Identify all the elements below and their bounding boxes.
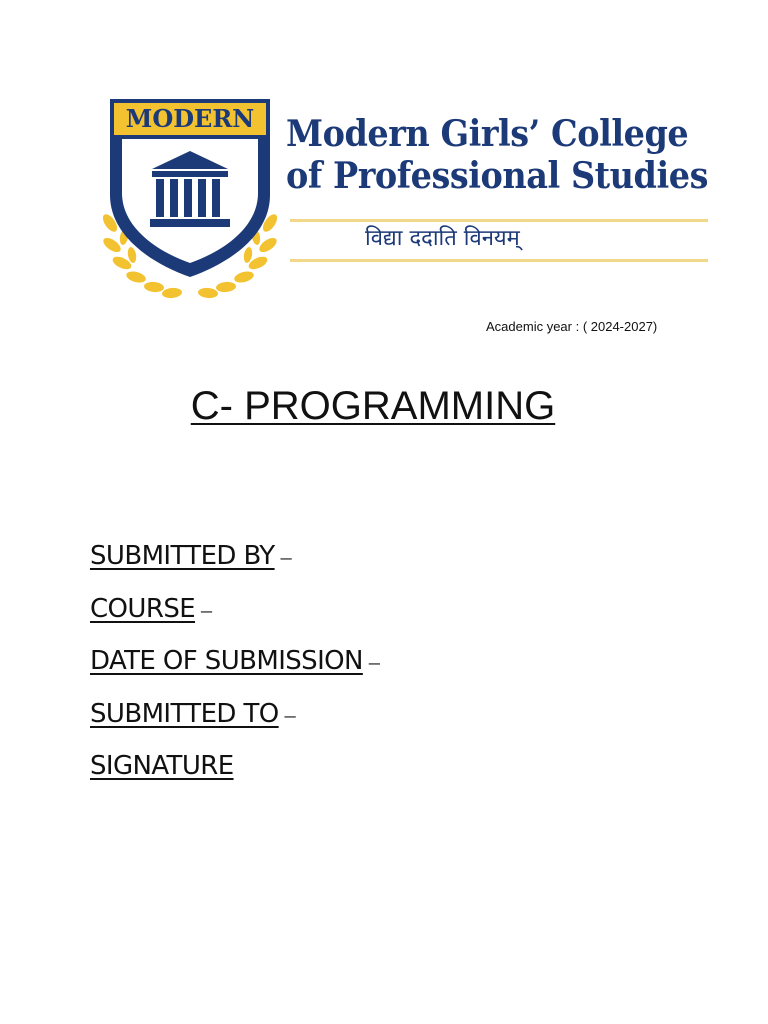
field-dash: – [201, 596, 212, 622]
motto-divider-bottom [290, 259, 708, 262]
field-label: SUBMITTED TO [90, 698, 279, 729]
college-crest-icon [100, 95, 280, 303]
field-submitted-by [90, 530, 730, 583]
college-motto: विद्या ददाति विनयम् [365, 226, 520, 251]
svg-text:MODERN: MODERN [125, 104, 255, 133]
field-dash: – [284, 701, 296, 727]
submission-fields [90, 530, 730, 793]
field-label: SIGNATURE [90, 751, 234, 781]
college-logo [100, 95, 712, 305]
page-title-text: C- PROGRAMMING [190, 384, 556, 428]
college-name-line2: of Professional Studies [286, 155, 708, 198]
field-dash: – [368, 649, 380, 674]
field-label: COURSE [90, 593, 196, 624]
field-date-of-submission [90, 635, 730, 688]
page-title [0, 384, 746, 429]
college-name [286, 113, 708, 198]
field-submitted-to [90, 688, 730, 741]
academic-year: Academic year : ( 2024-2027) [486, 319, 658, 334]
field-label: DATE OF SUBMISSION [90, 646, 363, 676]
field-dash: – [280, 544, 291, 569]
field-signature [90, 740, 730, 793]
field-label: SUBMITTED BY [90, 541, 275, 571]
college-name-line1: Modern Girls’ College [286, 113, 689, 155]
field-course [90, 583, 730, 636]
